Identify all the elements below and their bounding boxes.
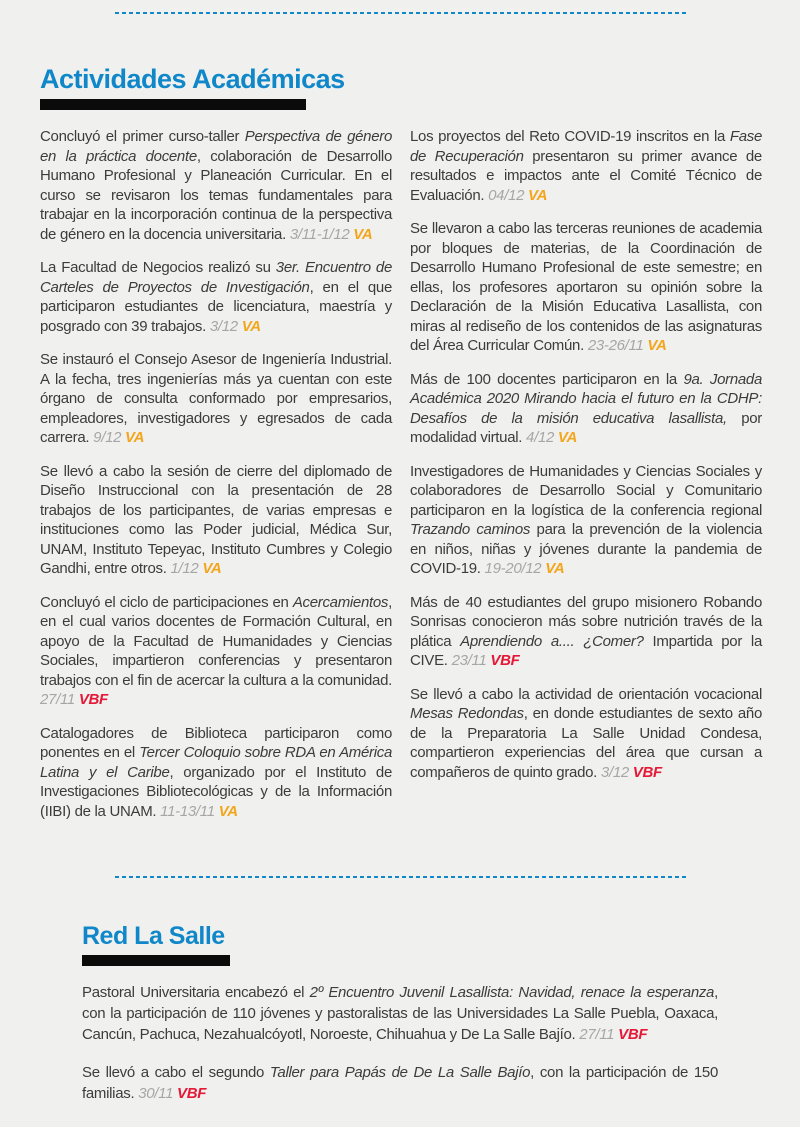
section-title-red-la-salle: Red La Salle (82, 922, 225, 950)
news-item (410, 219, 762, 356)
news-item (82, 1062, 718, 1104)
item-tag-va: VA (545, 560, 565, 577)
news-text: Acercamientos (292, 593, 389, 611)
news-text: Concluyó el ciclo de participaciones en (40, 593, 293, 611)
item-tag-va: VA (557, 429, 578, 446)
right-column (410, 127, 762, 835)
news-text: Concluyó el primer curso-taller (40, 128, 245, 145)
news-text: para la prevención de la violencia en niños, niñas y jóvenes durante la pandemia de COVID-19. (410, 521, 763, 577)
news-text: Aprendiendo a.... ¿Comer? (460, 632, 644, 650)
news-item (82, 982, 718, 1045)
news-text: Taller para Papás de De La Salle Bajío (269, 1064, 531, 1081)
news-item (40, 724, 392, 822)
news-item (410, 593, 762, 671)
item-date: 27/11 (579, 1026, 615, 1043)
news-text: Se llevó a cabo el segundo (82, 1064, 270, 1081)
news-text: Trazando caminos (410, 521, 531, 538)
two-column-layout (40, 127, 762, 835)
section-red-la-salle (82, 922, 718, 1104)
item-date: 3/12 (209, 317, 238, 335)
dashed-divider-top (115, 12, 686, 14)
news-text: La Facultad de Negocios realizó su (40, 259, 276, 276)
news-text: Se llevaron a cabo las terceras reuniones de academia por bloques de materias, de la Coordinación de Desarrollo Humano Profesional de este semestre; en ellas, los profesores aportaron su opinión sobre la Declaración de la Misión Educativa Lasallista, con miras al rediseño de los contenidos de las asignaturas del Área Curricular Común. (410, 220, 762, 354)
item-tag-va: VA (218, 802, 238, 820)
item-date: 19-20/12 (484, 560, 542, 577)
bottom-block (0, 876, 800, 1121)
news-text: , con la participación de 110 jóvenes y pastoralistas de las Universidades La Salle Puebla, Oaxaca, Cancún, Pachuca, Nezahualcóyotl, Noroeste, Chihuahua y De La Salle Bajío. (82, 984, 718, 1043)
news-text: , en el que participaron estudiantes de licenciatura, maestría y posgrado con 39 trabajos. (40, 278, 392, 335)
item-tag-vbf: VBF (78, 691, 108, 708)
news-text: Fase de Recuperación (410, 128, 762, 165)
news-text: Se llevó a cabo la actividad de orientación vocacional (410, 685, 762, 703)
news-text: Más de 100 docentes participaron en la (410, 370, 684, 388)
news-text: 2º Encuentro Juvenil Lasallista: Navidad, renace la esperanza (309, 984, 715, 1001)
news-text: Investigadores de Humanidades y Ciencias Sociales y colaboradores de Desarrollo Social y Comunitario participaron en la logística de la conferencia regional (410, 462, 762, 519)
item-date: 3/12 (600, 763, 629, 781)
item-date: 23-26/11 (587, 337, 644, 354)
news-item (40, 127, 392, 244)
news-text: Catalogadores de Biblioteca participaron como ponentes en el (40, 724, 392, 761)
title-underline-bar (40, 99, 306, 110)
news-text: Pastoral Universitaria encabezó el (82, 984, 310, 1001)
item-tag-vbf: VBF (490, 652, 520, 669)
news-text: Perspectiva de género en la práctica docente (40, 128, 393, 165)
section-actividades-academicas (40, 64, 762, 835)
news-text: Los proyectos del Reto COVID-19 inscritos en la (410, 128, 730, 145)
item-tag-va: VA (647, 337, 667, 354)
news-item (410, 462, 762, 579)
news-text: , organizado por el Instituto de Investigaciones Bibliotecológicas y de la Información (IIBI) de la UNAM. (40, 763, 392, 820)
news-item (40, 350, 392, 448)
news-text: Se instauró el Consejo Asesor de Ingeniería Industrial. A la fecha, tres ingenierías más ya cuentan con este órgano de consulta conformado por empresarios, empleadores, investigadores y egresados de cada carrera. (40, 351, 392, 446)
item-tag-va: VA (241, 317, 261, 335)
news-item (40, 462, 392, 579)
news-item (40, 258, 392, 336)
news-text: 3er. Encuentro de Carteles de Proyectos de Investigación (40, 259, 392, 296)
item-tag-va: VA (528, 186, 548, 204)
news-text: Se llevó a cabo la sesión de cierre del diplomado de Diseño Instruccional con la presentación de 28 trabajos de los participantes, de varias empresas e instituciones como las Poder judicial, Médica Sur, UNAM, Instituto Tepeyac, Instituto Cumbres y Colegio Gandhi, entre otros. (40, 462, 392, 577)
item-date: 23/11 (451, 652, 487, 669)
news-text: , colaboración de Desarrollo Humano Profesional y Planeación Curricular. En el curso se revisaron los temas fundamentales para trabajar en la incorporación continua de la perspectiva de género en la docencia universitaria. (40, 147, 392, 243)
item-tag-va: VA (125, 429, 145, 446)
item-date: 27/11 (40, 691, 75, 708)
item-date: 04/12 (488, 186, 525, 204)
section-title-actividades: Actividades Académicas (40, 64, 345, 94)
news-item (410, 370, 762, 448)
news-text: por modalidad virtual. (410, 409, 762, 446)
news-text: presentaron su primer avance de resultados e impactos ante el Comité Técnico de Evaluación. (410, 147, 762, 204)
item-date: 3/11-1/12 (289, 225, 350, 243)
item-tag-vbf: VBF (177, 1085, 207, 1102)
news-text: Más de 40 estudiantes del grupo misionero Robando Sonrisas conocieron más sobre nutrición través de la plática (410, 593, 762, 650)
news-text: Impartida por la CIVE. (410, 632, 762, 669)
news-text: Mesas Redondas (410, 705, 524, 722)
news-item (40, 593, 392, 710)
left-column (40, 127, 392, 835)
news-text: , con la participación de 150 familias. (82, 1064, 718, 1102)
item-tag-vbf: VBF (618, 1026, 648, 1043)
item-date: 11-13/11 (160, 802, 215, 820)
news-item (410, 127, 762, 205)
news-item (410, 685, 762, 783)
news-text: , en donde estudiantes de sexto año de la Preparatoria La Salle Unidad Condesa, compartieron experiencias del área que cursan a compañeros de quinto grado. (410, 705, 762, 781)
news-text: Tercer Coloquio sobre RDA en América Latina y el Caribe (40, 744, 392, 781)
item-date: 9/12 (93, 429, 122, 446)
item-date: 30/11 (138, 1085, 174, 1102)
item-tag-vbf: VBF (632, 763, 662, 781)
item-tag-va: VA (202, 560, 222, 577)
newsletter-page (0, 12, 800, 1127)
news-text: , en el cual varios docentes de Formación Cultural, en apoyo de la Facultad de Humanidades y Ciencias Sociales, impartieron conferencias y presentaron trabajos con el fin de acercar la cultura a la comunidad. (40, 593, 392, 689)
item-date: 4/12 (526, 429, 555, 446)
dashed-divider-middle (115, 876, 686, 878)
title-underline-bar (82, 955, 230, 966)
red-la-salle-items (82, 982, 718, 1104)
item-tag-va: VA (353, 225, 373, 243)
news-text: 9a. Jornada Académica 2020 Mirando hacia el futuro en la CDHP: Desafíos de la misión educativa lasallista, (410, 370, 762, 427)
item-date: 1/12 (170, 560, 199, 577)
